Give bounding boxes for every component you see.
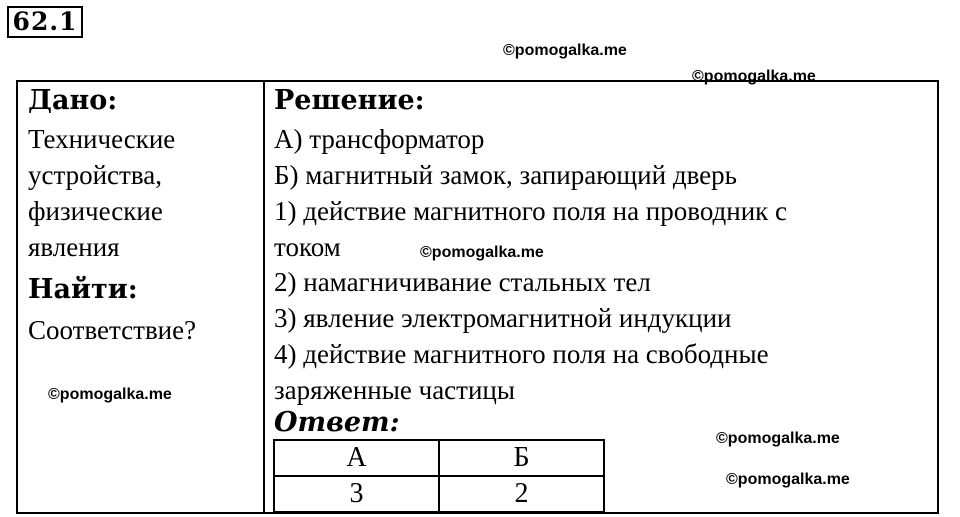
solution-line: Б) магнитный замок, запирающий дверь (274, 160, 737, 190)
watermark: ©pomogalka.me (692, 68, 816, 85)
solution-line: 4) действие магнитного поля на свободные (274, 339, 769, 369)
column-divider (263, 80, 265, 514)
solution-line: 3) явление электромагнитной индукции (274, 303, 732, 333)
solution-line: заряженные частицы (274, 375, 516, 405)
find-text: Соответствие? (28, 315, 197, 345)
solution-heading: Решение: (274, 85, 425, 116)
solution-line: А) трансформатор (274, 124, 485, 154)
find-heading: Найти: (28, 274, 138, 305)
answer-value-cell: 3 (274, 476, 439, 512)
given-heading: Дано: (28, 85, 118, 116)
given-line: устройства, (28, 160, 162, 190)
watermark: ©pomogalka.me (420, 244, 544, 261)
answer-value-cell: 2 (439, 476, 604, 512)
answer-header-cell: Б (439, 440, 604, 476)
given-line: Технические (28, 124, 176, 154)
watermark: ©pomogalka.me (716, 430, 840, 447)
watermark: ©pomogalka.me (503, 42, 627, 59)
answer-table (273, 439, 605, 513)
given-line: физические (28, 196, 163, 226)
answer-header-cell: А (274, 440, 439, 476)
answer-label: Ответ: (274, 407, 400, 438)
answer-value-row (274, 476, 604, 512)
given-line: явления (28, 232, 120, 262)
task-number: 62.1 (7, 6, 83, 38)
solution-line: током (274, 232, 341, 262)
watermark: ©pomogalka.me (48, 386, 172, 403)
watermark: ©pomogalka.me (726, 471, 850, 488)
solution-line: 2) намагничивание стальных тел (274, 267, 651, 297)
answer-header-row (274, 440, 604, 476)
solution-line: 1) действие магнитного поля на проводник с (274, 196, 788, 226)
